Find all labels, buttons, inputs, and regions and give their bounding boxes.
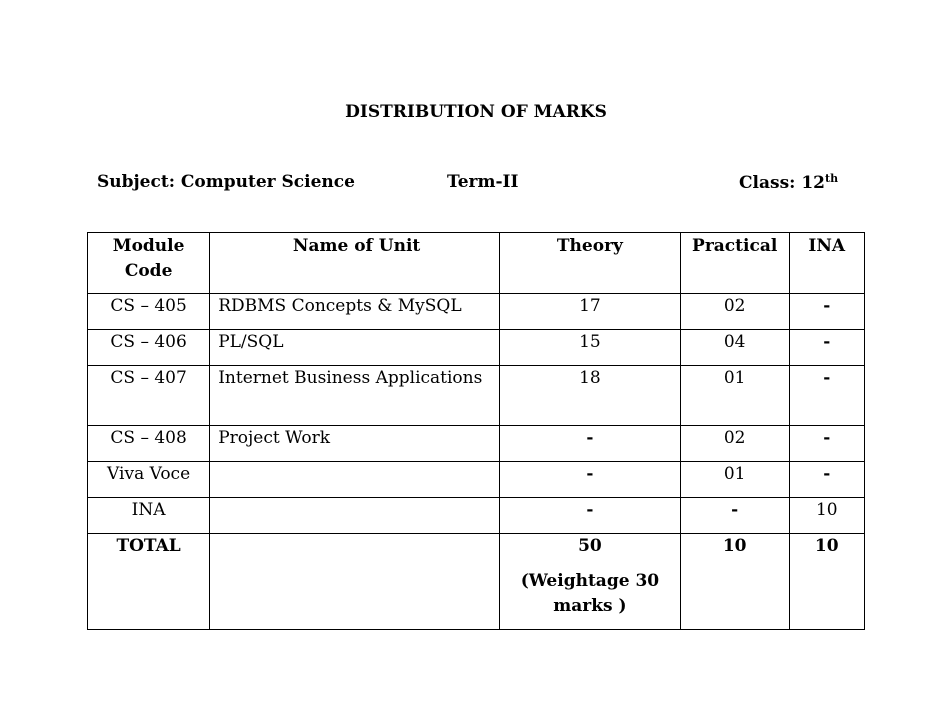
row-name: Project Work [210, 426, 500, 462]
header-ina: INA [789, 233, 864, 294]
total-theory: 50 [578, 536, 602, 556]
row-code: CS – 408 [88, 426, 210, 462]
total-theory-cell [500, 534, 681, 630]
page-title: DISTRIBUTION OF MARKS [345, 102, 607, 122]
table-row [88, 294, 865, 330]
row-name: RDBMS Concepts & MySQL [210, 294, 500, 330]
row-practical: - [680, 498, 789, 534]
table-header-row [88, 233, 865, 294]
row-code: CS – 407 [88, 366, 210, 426]
row-name: PL/SQL [210, 330, 500, 366]
class-superscript: th [825, 172, 839, 185]
total-label: TOTAL [88, 534, 210, 630]
row-practical: 01 [680, 366, 789, 426]
total-practical: 10 [680, 534, 789, 630]
row-theory: - [500, 426, 681, 462]
row-theory: 17 [500, 294, 681, 330]
total-ina: 10 [789, 534, 864, 630]
row-practical: 01 [680, 462, 789, 498]
row-name [210, 498, 500, 534]
row-practical: 02 [680, 294, 789, 330]
row-code: CS – 406 [88, 330, 210, 366]
total-name-empty [210, 534, 500, 630]
class-text: Class: 12 [739, 173, 825, 193]
marks-table [87, 232, 865, 630]
row-ina: - [789, 330, 864, 366]
table-row [88, 330, 865, 366]
row-ina: - [789, 294, 864, 330]
row-theory: 18 [500, 366, 681, 426]
total-weightage: (Weightage 30 marks ) [520, 571, 660, 616]
row-practical: 02 [680, 426, 789, 462]
header-practical: Practical [680, 233, 789, 294]
header-module-code: Module Code [88, 233, 210, 294]
subject-label: Subject: Computer Science [97, 172, 355, 192]
row-ina: - [789, 426, 864, 462]
table-row [88, 498, 865, 534]
row-ina: - [789, 366, 864, 426]
row-code: Viva Voce [88, 462, 210, 498]
table-row [88, 426, 865, 462]
row-theory: 15 [500, 330, 681, 366]
header-name-of-unit: Name of Unit [210, 233, 500, 294]
row-practical: 04 [680, 330, 789, 366]
row-theory: - [500, 462, 681, 498]
row-name: Internet Business Applications [210, 366, 500, 426]
row-theory: - [500, 498, 681, 534]
total-row [88, 534, 865, 630]
row-ina: 10 [789, 498, 864, 534]
row-code: INA [88, 498, 210, 534]
term-label: Term-II [447, 172, 519, 192]
row-code: CS – 405 [88, 294, 210, 330]
table-row [88, 462, 865, 498]
header-theory: Theory [500, 233, 681, 294]
row-ina: - [789, 462, 864, 498]
table-row [88, 366, 865, 426]
row-name [210, 462, 500, 498]
class-label [739, 172, 838, 193]
